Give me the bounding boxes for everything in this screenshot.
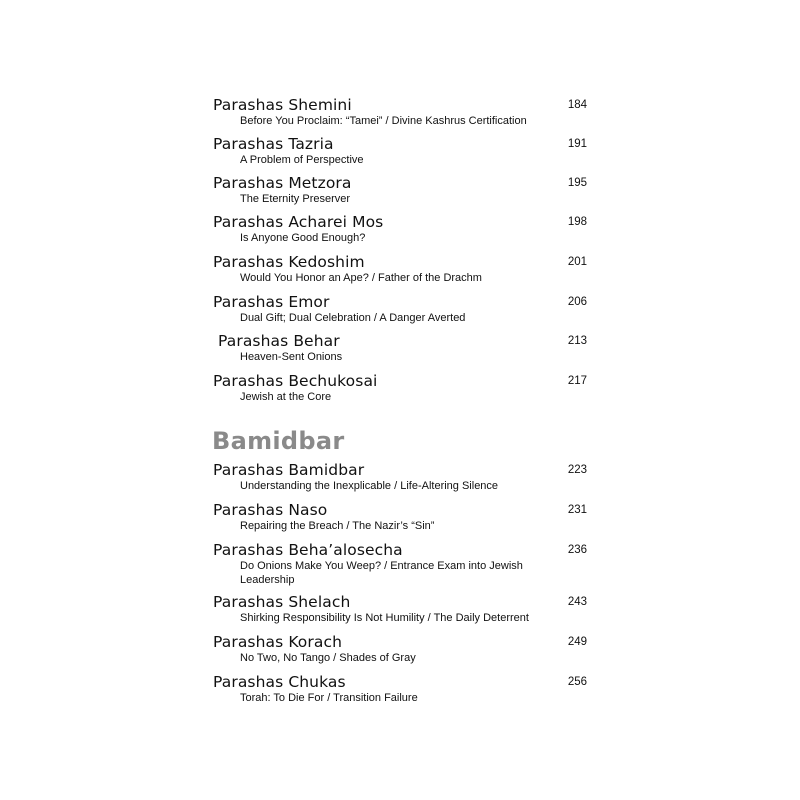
entry-title: Parashas Naso: [213, 501, 328, 519]
entry-page-number: 243: [567, 596, 587, 608]
entry-page-number: 213: [567, 335, 587, 347]
entry-subtitle: Jewish at the Core: [240, 391, 332, 403]
entry-page-number: 249: [567, 636, 587, 648]
entry-page-number: 195: [567, 177, 587, 189]
entry-subtitle: Repairing the Breach / The Nazir’s “Sin”: [240, 520, 435, 532]
entry-subtitle: The Eternity Preserver: [240, 193, 351, 205]
entry-subtitle: Is Anyone Good Enough?: [240, 232, 366, 244]
entry-title: Parashas Chukas: [213, 673, 346, 691]
entry-title: Parashas Acharei Mos: [213, 213, 384, 231]
toc-entry-kedoshim: [213, 252, 593, 286]
entry-title: Parashas Korach: [213, 633, 343, 651]
entry-page-number: 236: [567, 544, 587, 556]
entry-page-number: 256: [567, 676, 587, 688]
entry-subtitle: No Two, No Tango / Shades of Gray: [240, 652, 416, 664]
section-heading-bamidbar: Bamidbar: [212, 427, 345, 455]
entry-page-number: 217: [567, 375, 587, 387]
entry-page-number: 198: [567, 216, 587, 228]
entry-page-number: 191: [567, 138, 587, 150]
entry-subtitle: Would You Honor an Ape? / Father of the Drachm: [240, 272, 482, 284]
entry-title: Parashas Behar: [218, 332, 340, 350]
entry-title: Parashas Bamidbar: [213, 461, 365, 479]
entry-page-number: 223: [567, 464, 587, 476]
entry-page-number: 206: [567, 296, 587, 308]
entry-title: Parashas Shelach: [213, 593, 351, 611]
entry-subtitle: Understanding the Inexplicable / Life-Altering Silence: [240, 480, 499, 492]
entry-subtitle: Heaven-Sent Onions: [240, 351, 343, 363]
toc-entry-chukas: [213, 672, 593, 706]
toc-entry-bechukosai: [213, 371, 593, 405]
toc-entry-naso: [213, 500, 593, 534]
entry-title: Parashas Kedoshim: [213, 253, 365, 271]
toc-entry-behar: [218, 331, 598, 365]
toc-entry-acharei-mos: [213, 212, 593, 246]
entry-page-number: 184: [567, 99, 587, 111]
toc-entry-tazria: [213, 134, 593, 168]
entry-subtitle: Before You Proclaim: “Tamei” / Divine Kashrus Certification: [240, 115, 527, 127]
toc-entry-shelach: [213, 592, 593, 626]
entry-title: Parashas Beha’alosecha: [213, 541, 403, 559]
toc-entry-emor: [213, 292, 593, 326]
entry-subtitle: Shirking Responsibility Is Not Humility / The Daily Deterrent: [240, 612, 529, 624]
entry-title: Parashas Bechukosai: [213, 372, 378, 390]
toc-entry-behaalosecha: [213, 540, 593, 587]
entry-subtitle: Do Onions Make You Weep? / Entrance Exam into Jewish Leadership: [240, 560, 523, 586]
entry-page-number: 201: [567, 256, 587, 268]
entry-subtitle: Torah: To Die For / Transition Failure: [240, 692, 418, 704]
entry-page-number: 231: [567, 504, 587, 516]
entry-subtitle: Dual Gift; Dual Celebration / A Danger Averted: [240, 312, 466, 324]
toc-entry-metzora: [213, 173, 593, 207]
toc-entry-bamidbar: [213, 460, 593, 494]
entry-title: Parashas Metzora: [213, 174, 352, 192]
toc-entry-korach: [213, 632, 593, 666]
entry-title: Parashas Emor: [213, 293, 330, 311]
toc-entry-shemini: [213, 95, 593, 129]
entry-subtitle: A Problem of Perspective: [240, 154, 364, 166]
entry-title: Parashas Shemini: [213, 96, 352, 114]
entry-title: Parashas Tazria: [213, 135, 334, 153]
